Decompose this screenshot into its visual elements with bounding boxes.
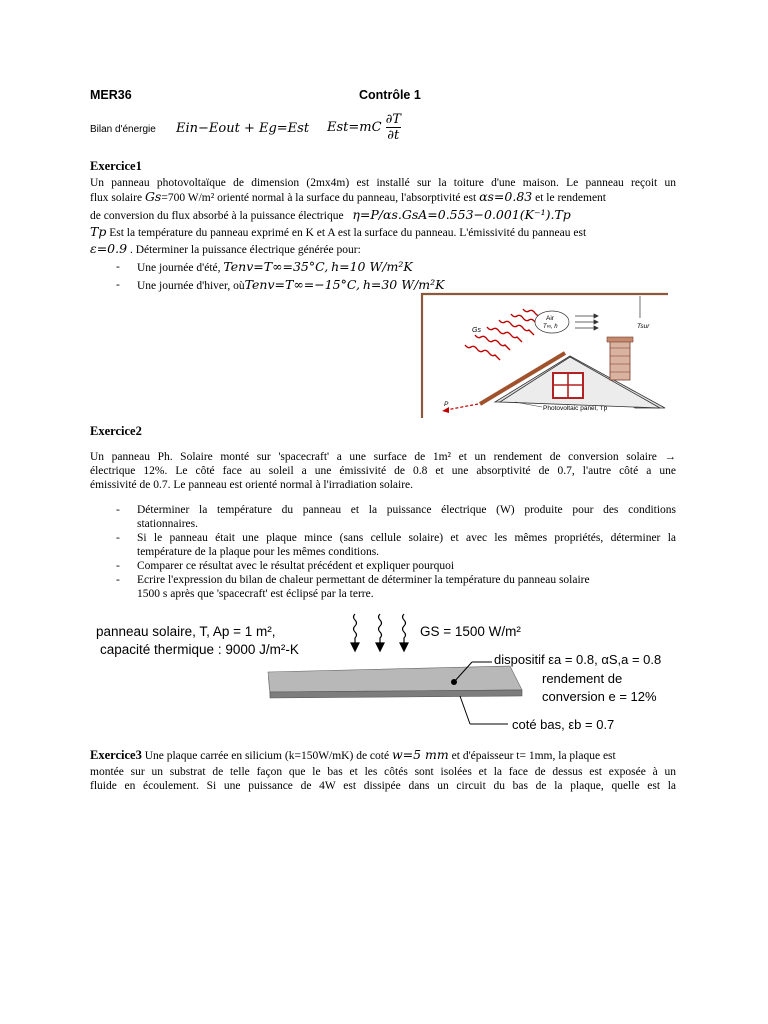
ex1-line1: Un panneau photovoltaïque de dimension (2mx4m) est installé sur la toiture d'une maison. Le panneau reçoit un bbox=[90, 177, 676, 189]
ex1-item2-h: h=30 W/m²K bbox=[362, 277, 445, 292]
tsur-label: Tsur bbox=[637, 323, 650, 330]
energy-balance-equation: Ein−Eout + Eg=Est bbox=[176, 121, 310, 136]
ex1-item1-h: h=10 W/m²K bbox=[331, 259, 413, 274]
ex2-bullet3: - Comparer ce résultat avec le résultat précédent et expliquer pourquoi bbox=[116, 559, 676, 573]
ex2-bullet4: - Ecrire l'expression du bilan de chaleur permettant de déterminer la température du panneau solaire 1500 s après que 'spacecraft' est éclipsé par la terre. bbox=[116, 573, 676, 601]
est-equation bbox=[327, 112, 401, 143]
leader-bottom bbox=[460, 696, 470, 724]
efficiency-equation: η=P/αs.GsA=0.553−0.001(K⁻¹).Tp bbox=[352, 207, 571, 222]
rendement-label-1: rendement de bbox=[542, 671, 623, 686]
ex1-line4-b: Est la température du panneau exprimé en K et A est la surface du panneau. L'émissivité du panneau est bbox=[109, 227, 587, 239]
ex1-line2-c: et le rendement bbox=[535, 192, 607, 204]
chimney bbox=[610, 340, 630, 380]
est-lhs: Est=mC bbox=[327, 120, 382, 135]
ex3-line3: fluide en écoulement. Si une puissance de 4W est dissipée dans un circuit du bas de la plaque, quelle est la bbox=[90, 780, 676, 792]
ex3-width: w=5 mm bbox=[391, 747, 449, 762]
ex3-line1-a: Une plaque carrée en silicium (k=150W/mK) de coté bbox=[144, 750, 390, 762]
ex2-bullet2-line2: température de la plaque pour les mêmes conditions. bbox=[137, 546, 380, 558]
ex2-bullet2: - Si le panneau était une plaque mince (sans cellule solaire) et avec les mêmes propriétés, déterminer la température de la plaque pour les mêmes conditions. bbox=[116, 532, 676, 558]
air-flow-arrows bbox=[575, 314, 598, 330]
dispositif-label: dispositif εa = 0.8, αS,a = 0.8 bbox=[494, 652, 662, 667]
air-sub-label: T∞, h bbox=[543, 324, 558, 330]
irradiation-label: GS = 1500 W/m² bbox=[420, 624, 521, 639]
ex2-line1: Un panneau Ph. Solaire monté sur 'spacecraft' a une surface de 1m² et un rendement de conversion solaire → bbox=[90, 451, 676, 463]
power-arrow bbox=[446, 404, 478, 410]
solar-panel-figure bbox=[90, 606, 680, 746]
est-fraction bbox=[386, 112, 401, 143]
epsilon-value: ε=0.9 bbox=[90, 241, 128, 256]
ex1-title: Exercice1 bbox=[90, 159, 142, 173]
bottom-side-label: coté bas, εb = 0.7 bbox=[512, 717, 615, 732]
air-label: Air bbox=[546, 315, 554, 322]
ex3-title: Exercice3 bbox=[90, 748, 142, 762]
irradiation-arrows bbox=[351, 614, 408, 651]
ex1-item-winter: - Une journée d'hiver, oùTenv=T∞=−15°C, h=30 W/m²K bbox=[116, 277, 445, 292]
ex1-line2 bbox=[90, 190, 676, 205]
ex1-line2-b: =700 W/m² orienté normal à la surface du panneau, l'absorptivité est bbox=[161, 192, 477, 204]
ex2-bullet2-line1: Si le panneau était une plaque mince (sans cellule solaire) et avec les mêmes propriétés, déterminer la bbox=[137, 532, 676, 544]
ex2-bullet1-line2: stationnaires. bbox=[137, 518, 198, 530]
ex2-bullet4-line1: Ecrire l'expression du bilan de chaleur permettant de déterminer la température du panneau solaire bbox=[137, 574, 590, 586]
ex1-line4 bbox=[90, 225, 586, 240]
energy-balance-label: Bilan d'énergie bbox=[90, 124, 156, 135]
est-numerator: ∂T bbox=[385, 112, 401, 127]
alpha-value: αs=0.83 bbox=[479, 189, 533, 204]
power-label: P bbox=[444, 401, 449, 408]
ex2-bullet1: - Déterminer la température du panneau et la puissance électrique (W) produite pour des conditions stationnaires. bbox=[116, 504, 676, 530]
page-title: Contrôle 1 bbox=[359, 88, 421, 102]
ex1-item1-text: Une journée d'été, bbox=[137, 262, 221, 274]
course-code: MER36 bbox=[90, 88, 132, 102]
ex3-line2: montée sur un substrat de telle façon que le bas et les côtés sont isolées et la face de dessus est exposée à un bbox=[90, 766, 676, 778]
ex1-item2-text: Une journée d'hiver, où bbox=[137, 280, 245, 292]
pv-panel-label: Photovoltaic panel, Tp bbox=[543, 405, 608, 412]
ex1-line3 bbox=[90, 208, 571, 223]
tp-symbol: Tp bbox=[90, 224, 107, 239]
house-roof-figure bbox=[420, 290, 670, 420]
ex2-bullet1-line1: Déterminer la température du panneau et la puissance électrique (W) produite pour des conditions bbox=[137, 504, 676, 516]
fig2-line1: panneau solaire, T, Ap = 1 m², bbox=[96, 624, 276, 639]
fig2-line2: capacité thermique : 9000 J/m²-K bbox=[100, 642, 299, 657]
gs-label: Gs bbox=[472, 327, 481, 334]
ex2-line2: électrique 12%. Le côté face au soleil a une émissivité de 0.8 et une absorptivité de 0.7, l'autre côté a une bbox=[90, 465, 676, 477]
ex1-line2-a: flux solaire bbox=[90, 192, 143, 204]
ex2-title: Exercice2 bbox=[90, 424, 142, 438]
ex1-item1-eq: Tenv=T∞=35°C, bbox=[223, 259, 329, 274]
rendement-label-2: conversion e = 12% bbox=[542, 689, 657, 704]
ex2-line3: émissivité de 0.7. Le panneau est orienté normal à l'irradiation solaire. bbox=[90, 479, 414, 491]
gs-symbol: Gs bbox=[144, 189, 162, 204]
ex2-bullet4-line2: 1500 s après que 'spacecraft' est éclipsé par la terre. bbox=[137, 588, 374, 600]
ex1-line5 bbox=[90, 242, 361, 257]
slab-top bbox=[268, 666, 522, 692]
est-denominator: ∂t bbox=[387, 128, 400, 143]
ex1-item2-eq: Tenv=T∞=−15°C, bbox=[244, 277, 360, 292]
ex1-item-summer: - Une journée d'été, Tenv=T∞=35°C, h=10 W/m²K bbox=[116, 259, 413, 274]
ex2-bullet3-line1: Comparer ce résultat avec le résultat précédent et expliquer pourquoi bbox=[137, 560, 455, 572]
ex1-line5-b: . Déterminer la puissance électrique générée pour: bbox=[129, 244, 361, 256]
ex1-line3-a: de conversion du flux absorbé à la puissance électrique bbox=[90, 210, 344, 222]
ex3-line1 bbox=[90, 748, 676, 763]
ex3-line1-b: et d'épaisseur t= 1mm, la plaque est bbox=[451, 750, 616, 762]
